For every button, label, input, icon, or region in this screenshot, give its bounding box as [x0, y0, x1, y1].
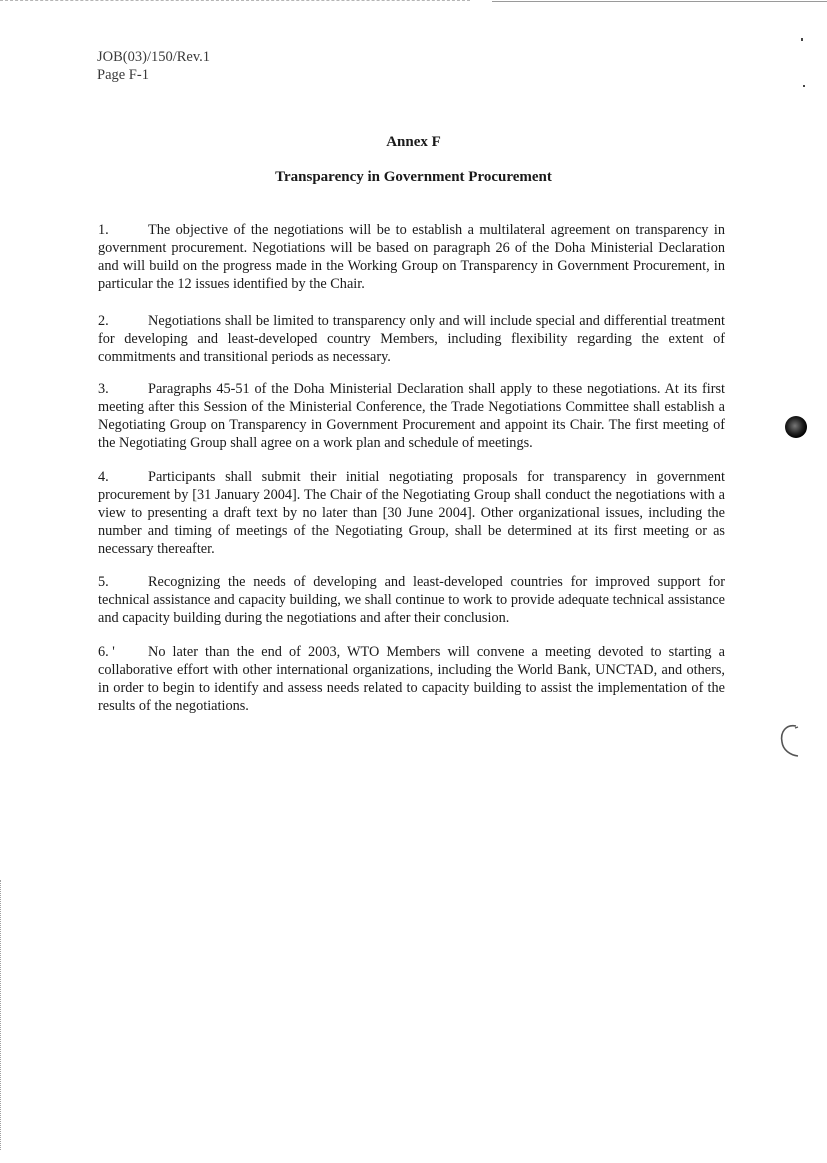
scan-speck	[801, 38, 803, 41]
paragraph-text: The objective of the negotiations will be to establish a multilateral agreement on transparency in government procurement. Negotiations will be based on paragraph 26 of the Doha Ministerial Declaration and will build on the progress made in the Working Group on Transparency in Government Procurement, in particular the 12 issues identified by the Chair.	[98, 222, 725, 292]
paragraph-5	[98, 573, 725, 627]
paragraph-text: Participants shall submit their initial negotiating proposals for transparency in government procurement by [31 January 2004]. The Chair of the Negotiating Group shall conduct the negotiations with a view to presenting a draft text by no later than [30 June 2004]. Other organizational issues, including the number and timing of meetings of the Negotiating Group, shall be determined at its first meeting or as necessary thereafter.	[98, 469, 725, 557]
page-number: Page F-1	[97, 67, 149, 83]
scan-edge-left	[0, 880, 1, 1150]
paragraph-number: 1.	[98, 222, 109, 238]
scan-edge-top-right	[492, 1, 827, 2]
document-reference: JOB(03)/150/Rev.1	[97, 49, 211, 65]
scan-edge-top	[0, 0, 470, 1]
paragraph-number: 5.	[98, 574, 109, 590]
paragraph-text: No later than the end of 2003, WTO Members will convene a meeting devoted to starting a collaborative effort with other international organizations, including the World Bank, UNCTAD, and others, in order to begin to identify and assess needs related to capacity building to assist the implementation of the results of the negotiations.	[98, 644, 725, 714]
paragraph-text: Recognizing the needs of developing and least-developed countries for improved support for technical assistance and capacity building, we shall continue to work to provide adequate technical assistance and capacity building during the negotiations and after their conclusion.	[98, 574, 725, 626]
paragraph-number: 4.	[98, 469, 109, 485]
annex-label: Annex F	[386, 134, 441, 150]
paragraph-4	[98, 468, 725, 558]
paragraph-number: 2.	[98, 313, 109, 329]
paragraph-3	[98, 380, 725, 452]
paragraph-text: Negotiations shall be limited to transparency only and will include special and differential treatment for developing and least-developed country Members, including flexibility regarding the extent of commitments and transitional periods as necessary.	[98, 313, 725, 365]
paragraph-1	[98, 221, 725, 293]
document-reference-block	[97, 48, 210, 84]
paragraph-number: 6. '	[98, 644, 115, 660]
hole-punch-mark	[785, 416, 807, 438]
paragraph-number: 3.	[98, 381, 109, 397]
paragraph-6	[98, 643, 725, 715]
document-title: Transparency in Government Procurement	[275, 169, 552, 185]
paragraph-2	[98, 312, 725, 366]
paragraph-text: Paragraphs 45-51 of the Doha Ministerial Declaration shall apply to these negotiations. At its first meeting after this Session of the Ministerial Conference, the Trade Negotiations Committee shall establish a Negotiating Group on Transparency in Government Procurement and appoint its Chair. The first meeting of the Negotiating Group shall agree on a work plan and schedule of meetings.	[98, 381, 725, 451]
staple-mark	[778, 722, 800, 758]
scan-speck	[803, 85, 805, 87]
